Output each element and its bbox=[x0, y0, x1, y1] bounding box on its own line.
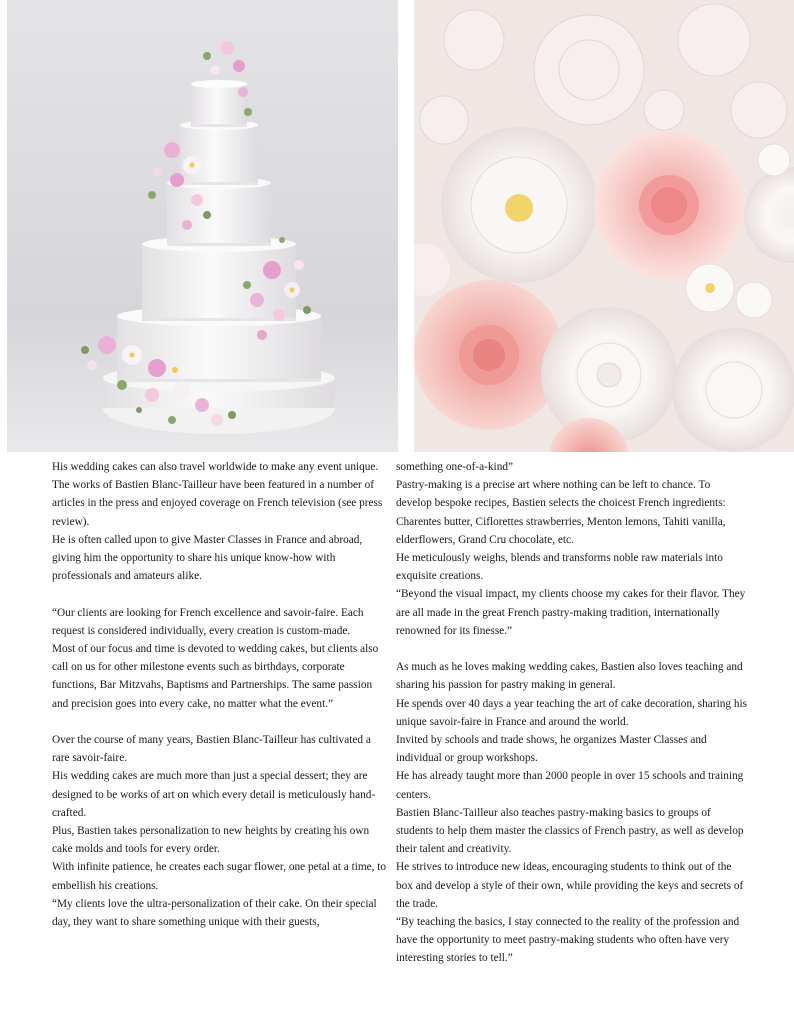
quote-paragraph: something one-of-a-kind” bbox=[396, 461, 514, 473]
paragraph: Pastry-making is a precise art where nothing can be left to chance. To develop bespoke recipes, Bastien selects the choicest French ingredients: Charentes butter, Ciflorettes strawberries, Menton lemons, Tahiti vanilla, elderflowers, Grand Cru chocolate, etc. bbox=[396, 479, 726, 546]
paragraph: Most of our focus and time is devoted to wedding cakes, but clients also call on us for other milestone events such as birthdays, corporate functions, Bar Mitzvahs, Baptisms and Partnerships. The same passion and precision goes into every cake, no matter what the event.” bbox=[52, 643, 379, 710]
wedding-cake-photo bbox=[7, 0, 398, 452]
paragraph: Over the course of many years, Bastien Blanc-Tailleur has cultivated a rare savoir-faire. bbox=[52, 734, 371, 765]
paragraph: He meticulously weighs, blends and transforms noble raw materials into exquisite creations. bbox=[396, 552, 723, 583]
quote-paragraph: “Beyond the visual impact, my clients choose my cakes for their flavor. They are all made in the great French pastry-making tradition, internationally renowned for its finesse.” bbox=[396, 588, 746, 637]
paragraph: Bastien Blanc-Tailleur also teaches pastry-making basics to groups of students to help them master the classics of French pastry, as well as develop their talent and creativity. bbox=[396, 806, 744, 856]
quote-paragraph: “My clients love the ultra-personalization of their cake. On their special day, they want to share something unique with their guests, bbox=[52, 897, 377, 929]
quote-paragraph: “Our clients are looking for French excellence and savoir-faire. Each request is considered individually, every creation is custom-made. bbox=[52, 606, 364, 637]
article-left-column bbox=[52, 458, 388, 931]
paragraph: He is often called upon to give Master Classes in France and abroad, giving him the opportunity to share his unique know-how with professionals and amateurs alike. bbox=[52, 533, 363, 583]
paragraph: His wedding cakes are much more than just a special dessert; they are designed to be works of art on which every detail is meticulously hand-crafted. bbox=[52, 770, 376, 819]
sugar-flowers-closeup-photo-icon bbox=[414, 0, 794, 452]
article-right-column bbox=[396, 458, 748, 968]
paragraph: His wedding cakes can also travel worldwide to make any event unique. bbox=[52, 461, 379, 473]
paragraph: As much as he loves making wedding cakes, Bastien also loves teaching and sharing his passion for pastry making in general. bbox=[396, 661, 743, 692]
tiered-wedding-cake-photo-icon bbox=[7, 0, 398, 452]
quote-paragraph: “By teaching the basics, I stay connected to the reality of the profession and have the opportunity to meet pastry-making students who often have very interesting stories to tell.” bbox=[396, 916, 740, 965]
paragraph: He strives to introduce new ideas, encouraging students to think out of the box and develop a style of their own, while providing the keys and secrets of the trade. bbox=[396, 861, 744, 910]
paragraph-spacer bbox=[52, 713, 388, 731]
paragraph: The works of Bastien Blanc-Tailleur have been featured in a number of articles in the press and enjoyed coverage on French television (see press review). bbox=[52, 479, 383, 528]
paragraph: He spends over 40 days a year teaching the art of cake decoration, sharing his unique savoir-faire in France and around the world. bbox=[396, 697, 748, 728]
paragraph: With infinite patience, he creates each sugar flower, one petal at a time, to embellish his creations. bbox=[52, 861, 387, 892]
paragraph-spacer bbox=[396, 640, 748, 658]
paragraph: Plus, Bastien takes personalization to new heights by creating his own cake molds and tools for every order. bbox=[52, 825, 370, 856]
paragraph-spacer bbox=[52, 585, 388, 603]
sugar-flowers-photo bbox=[414, 0, 794, 452]
paragraph: Invited by schools and trade shows, he organizes Master Classes and individual or group workshops. bbox=[396, 734, 707, 765]
paragraph: He has already taught more than 2000 people in over 15 schools and training centers. bbox=[396, 770, 744, 801]
